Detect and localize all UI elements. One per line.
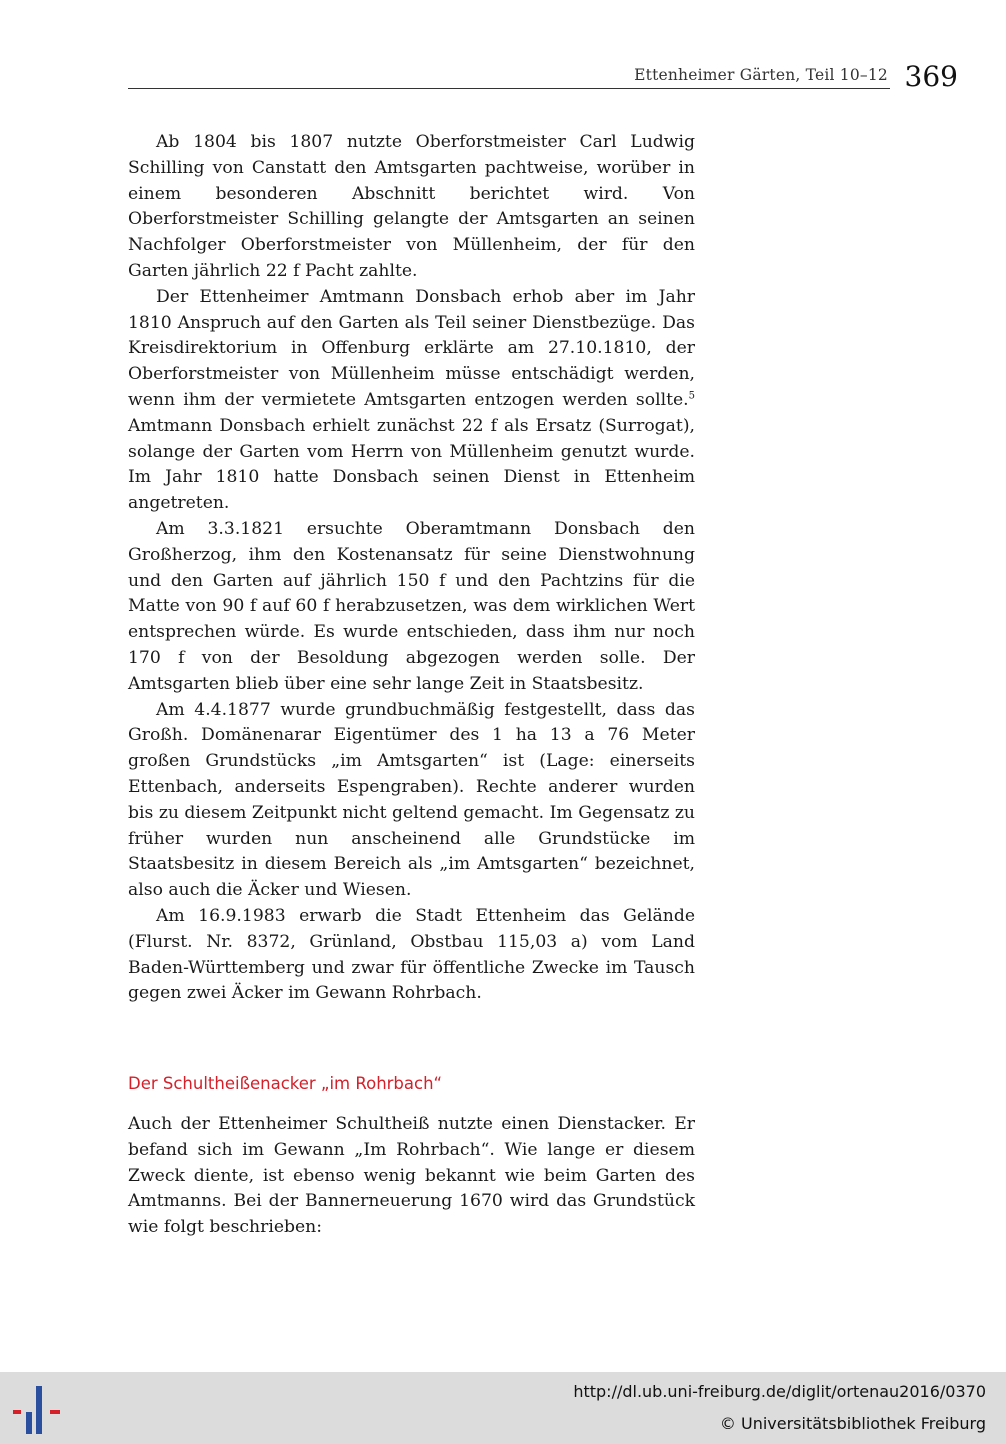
logo-bar-blue-2 (36, 1386, 42, 1434)
page-number: 369 (904, 60, 958, 93)
paragraph-4: Am 4.4.1877 wurde grundbuchmäßig festgestellt, dass das Großh. Domänenarar Eigentümer des 1 ha 13 a 76 Meter großen Grundstücks „im Amtsgarten“ ist (Lage: einerseits Ettenbach, anderseits Espengraben). Rechte anderer wurden bis zu diesem Zeitpunkt nicht geltend gemacht. Im Gegensatz zu früher wurden nun anscheinend alle Grundstücke im Staatsbesitz in diesem Bereich als „im Amtsgarten“ bezeichnet, also auch die Äcker und Wiesen. (128, 699, 695, 901)
section-text (128, 1112, 695, 1241)
section-heading: Der Schultheißenacker „im Rohrbach“ (128, 1074, 443, 1093)
paragraph-1: Ab 1804 bis 1807 nutzte Oberforstmeister Carl Ludwig Schilling von Canstatt den Amtsgarten pachtweise, worüber in einem besonderen Abschnitt berichtet wird. Von Oberforstmeister Schilling gelangte der Amtsgarten an seinen Nachfolger Oberforstmeister von Müllenheim, der für den Garten jährlich 22 f Pacht zahlte. (128, 132, 695, 281)
body-text (128, 130, 695, 1007)
logo-bar-red-left (13, 1410, 21, 1414)
logo-bar-red-right (50, 1410, 60, 1414)
footnote-marker[interactable]: 5 (688, 390, 695, 402)
header-rule (128, 88, 890, 89)
footer-copyright: © Universitätsbibliothek Freiburg (719, 1414, 986, 1433)
section-paragraph: Auch der Ettenheimer Schultheiß nutzte einen Dienstacker. Er befand sich im Gewann „Im Rohrbach“. Wie lange er diesem Zweck diente, ist ebenso wenig bekannt wie beim Garten des Amtmanns. Bei der Bannerneuerung 1670 wird das Grundstück wie folgt beschrieben: (128, 1114, 695, 1238)
paragraph-3: Am 3.3.1821 ersuchte Oberamtmann Donsbach den Großherzog, ihm den Kostenansatz für seine Dienstwohnung und den Garten auf jährlich 150 f und den Pachtzins für die Matte von 90 f auf 60 f herabzusetzen, was dem wirklichen Wert entsprechen würde. Es wurde entschieden, dass ihm nur noch 170 f von der Besoldung abgezogen werden solle. Der Amtsgarten blieb über eine sehr lange Zeit in Staatsbesitz. (128, 518, 695, 694)
paragraph-2-text-cont: Amtmann Donsbach erhielt zunächst 22 f als Ersatz (Surrogat), solange der Garten vom Herrn von Müllenheim genutzt wurde. Im Jahr 1810 hatte Donsbach seinen Dienst in Ettenheim angetreten. (128, 415, 695, 514)
footer-bar (0, 1372, 1006, 1444)
paragraph-2-text: Der Ettenheimer Amtmann Donsbach erhob aber im Jahr 1810 Anspruch auf den Garten als Teil seiner Dienstbezüge. Das Kreisdirektorium in Offenburg erklärte am 27.10.1810, der Oberforstmeister von Müllenheim müsse entschädigt werden, wenn ihm der vermietete Amtsgarten entzogen werden sollte. (128, 286, 695, 410)
running-title: Ettenheimer Gärten, Teil 10–12 (634, 66, 888, 84)
paragraph-5: Am 16.9.1983 erwarb die Stadt Ettenheim das Gelände (Flurst. Nr. 8372, Grünland, Obstbau 115,03 a) vom Land Baden-Württemberg und zwar für öffentliche Zwecke im Tausch gegen zwei Äcker im Gewann Rohrbach. (128, 905, 695, 1004)
page-header (128, 58, 960, 98)
logo-bar-blue-1 (26, 1412, 32, 1434)
ub-freiburg-logo-icon (12, 1382, 64, 1438)
footer-url-link[interactable]: http://dl.ub.uni-freiburg.de/diglit/ortenau2016/0370 (573, 1382, 986, 1401)
paragraph-2 (128, 285, 695, 517)
